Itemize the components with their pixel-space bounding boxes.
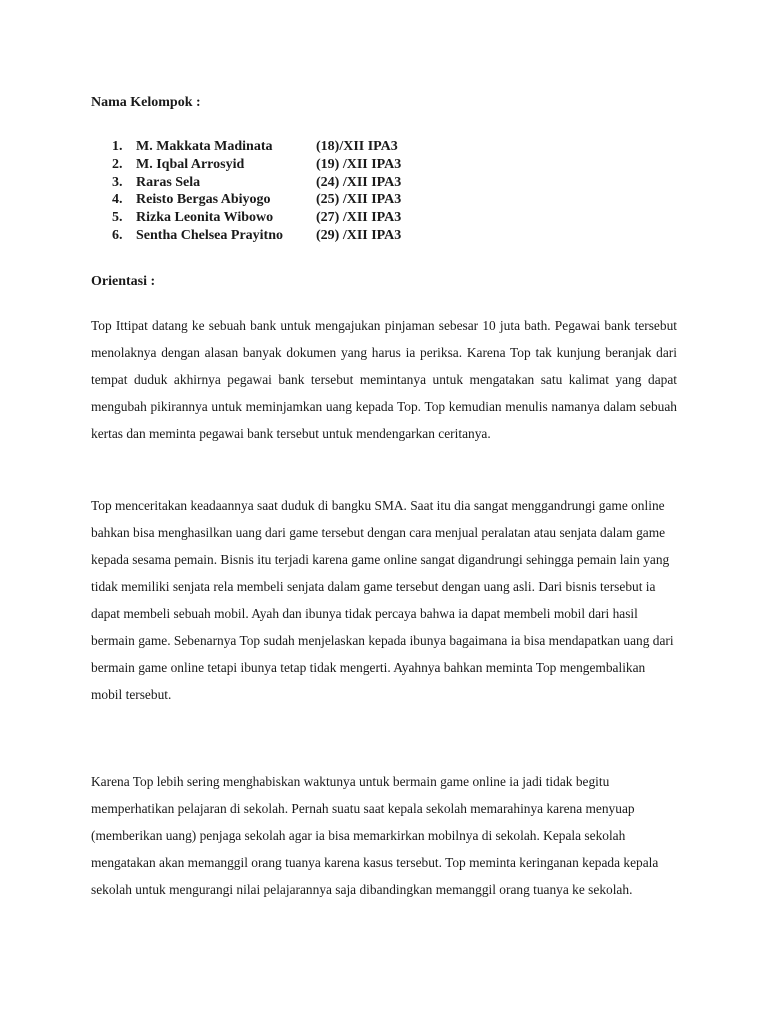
member-class: (24) /XII IPA3 <box>316 174 402 190</box>
group-heading: Nama Kelompok : <box>91 95 201 110</box>
list-item <box>112 227 401 245</box>
member-class: (18)/XII IPA3 <box>316 139 398 154</box>
list-item <box>112 209 401 227</box>
member-class: (29) /XII IPA3 <box>316 227 402 243</box>
member-name: M. Makkata Madinata <box>136 139 273 154</box>
member-name: Reisto Bergas Abiyogo <box>136 192 271 208</box>
member-name: Sentha Chelsea Prayitno <box>136 227 283 243</box>
member-number: 2. <box>112 156 123 172</box>
member-class: (19) /XII IPA3 <box>316 156 402 172</box>
list-item <box>112 156 401 174</box>
orientation-heading: Orientasi : <box>91 274 156 289</box>
member-number: 3. <box>112 174 123 190</box>
member-class: (25) /XII IPA3 <box>316 192 402 208</box>
list-item <box>112 138 401 156</box>
member-name: Raras Sela <box>136 174 201 190</box>
member-number: 6. <box>112 227 123 243</box>
member-number: 1. <box>112 139 123 154</box>
paragraph-3: Karena Top lebih sering menghabiskan waktunya untuk bermain game online ia jadi tidak begitu memperhatikan pelajaran di sekolah. Pernah suatu saat kepala sekolah memarahinya karena menyuap (memberikan uang) penjaga sekolah agar ia bisa memarkirkan mobilnya di sekolah. Kepala sekolah mengatakan akan memanggil orang tuanya karena kasus tersebut. Top meminta keringanan kepada kepala sekolah untuk mengurangi nilai pelajarannya saja dibandingkan memanggil orang tuanya ke sekolah. <box>91 774 659 897</box>
paragraph-1: Top Ittipat datang ke sebuah bank untuk mengajukan pinjaman sebesar 10 juta bath. Pegawai bank tersebut menolaknya dengan alasan banyak dokumen yang harus ia periksa. Karena Top tak kunjung beranjak dari tempat duduk akhirnya pegawai bank tersebut memintanya untuk mengatakan satu kalimat yang dapat mengubah pikirannya untuk meminjamkan uang kepada Top. Top kemudian menulis namanya dalam sebuah kertas dan meminta pegawai bank tersebut untuk mendengarkan ceritanya. <box>91 318 677 441</box>
list-item <box>112 191 401 209</box>
paragraph-2: Top menceritakan keadaannya saat duduk di bangku SMA. Saat itu dia sangat menggandrungi game online bahkan bisa menghasilkan uang dari game tersebut dengan cara menjual peralatan atau senjata dalam game kepada sesama pemain. Bisnis itu terjadi karena game online sangat digandrungi sehingga pemain lain yang tidak memiliki senjata rela membeli senjata dalam game tersebut dengan uang asli. Dari bisnis tersebut ia dapat membeli sebuah mobil. Ayah dan ibunya tidak percaya bahwa ia dapat membeli mobil dari hasil bermain game. Sebenarnya Top sudah menjelaskan kepada ibunya bagaimana ia bisa mendapatkan uang dari bermain game online tetapi ibunya tetap tidak mengerti. Ayahnya bahkan meminta Top mengembalikan mobil tersebut. <box>91 498 674 702</box>
member-number: 4. <box>112 192 123 208</box>
member-list <box>112 138 401 245</box>
member-name: M. Iqbal Arrosyid <box>136 156 245 172</box>
member-number: 5. <box>112 210 123 226</box>
member-name: Rizka Leonita Wibowo <box>136 210 274 226</box>
member-class: (27) /XII IPA3 <box>316 210 402 226</box>
list-item <box>112 174 401 192</box>
